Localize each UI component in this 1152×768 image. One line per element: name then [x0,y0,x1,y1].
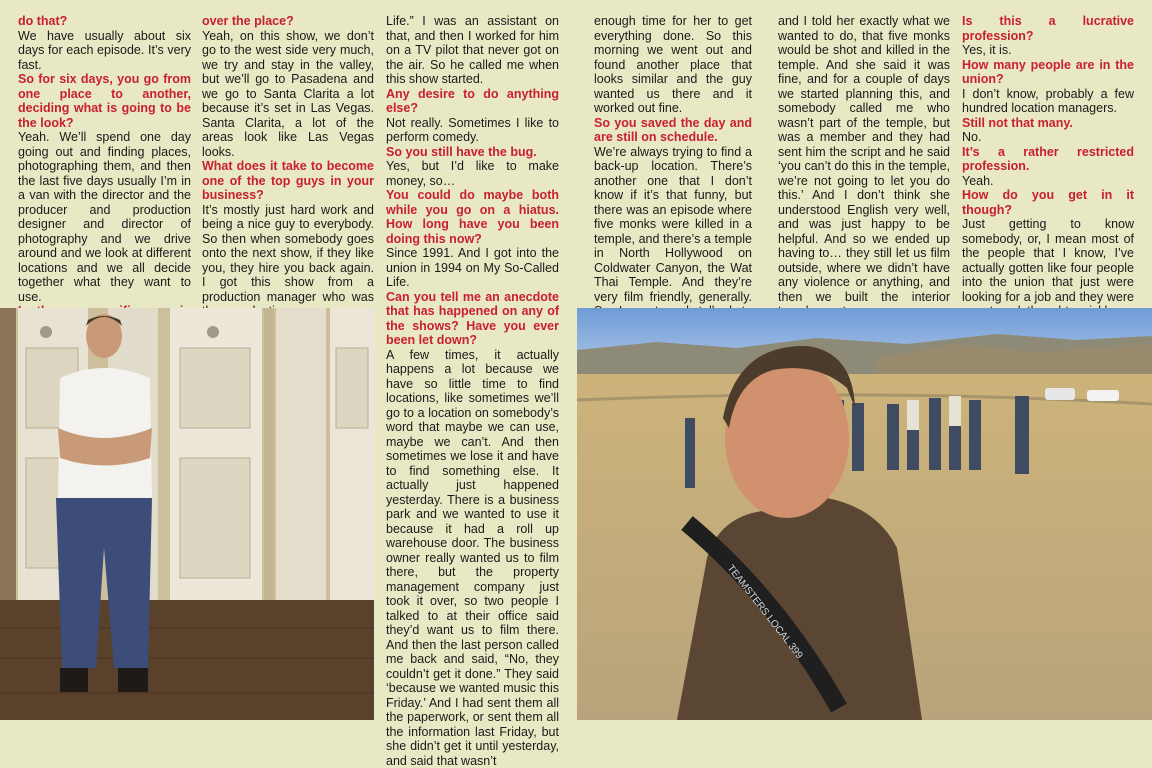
question: So you still have the bug. [386,145,559,160]
answer: Since 1991. And I got into the union in 1994 on My So-Called Life. [386,246,559,290]
answer: No. [962,130,1134,145]
question: do that? [18,14,191,29]
answer: Yeah, on this show, we don’t go to the west side very much, we try and stay in the valley, but we’ll go to Pasadena and we go to Santa Clarita a lot because it’s set in Las Vegas. Santa Clarita, a lot of the areas look like Las Vegas looks. [202,29,374,160]
answer: Just getting to know somebody, or, I mean most of the people that I know, I’ve actually gotten like four people into the union that just were looking for a job and they were [962,217,1134,348]
answer: I don’t know, probably a few hundred location managers. [962,87,1134,116]
question: How do you get in it though? [962,188,1134,217]
answer: Yes, it is. [962,43,1134,58]
answer: and I told her exactly what we wanted to do, that five monks would be shot and killed in the temple. And she said it was fine, and for a couple of days we started planning this, and somebody called me who wasn’t part of the temple, but was a member and they had sent him the script and he said ‘you can’t do this in the temple, we’re not going to let you do this.’ And I don’t think she understood English very well, and was just happy to be helpful. And so we ended up having to… they still let us film outside, where we didn’t have any violence or anything, and then we built the interior [778,14,950,319]
outdoor-scene-illustration [577,308,1152,720]
article-column-4 [594,14,752,306]
question: Any desire to do anything else? [386,87,559,116]
question: So you saved the day and are still on schedule. [594,116,752,145]
question: What does it take to become one of the top guys in your business? [202,159,374,203]
lanyard-text: TEAMSTERS LOCAL 399 [725,563,805,661]
article-column-2 [202,14,374,306]
question: Still not that many. [962,116,1134,131]
article-column-5 [778,14,950,306]
question: over the place? [202,14,374,29]
answer: Yeah. [962,174,1134,189]
answer: enough time for her to get everything done. So this morning we went out and found another place that looks similar and the guy wanted us there and it worked out fine. [594,14,752,116]
article-column-1 [18,14,191,306]
answer: A few times, it actually happens a lot because we have so little time to find locations, like sometimes we’ll go to a location on somebody’s word that maybe we can use, maybe we can’t. And then sometimes we lose it and have to find something else. It actually just happened yesterday. There is a business park and we wanted to use it because it had a roll up warehouse door. The business owner really wanted us to film there, but the property management company just took it over, so two people I talked to at their office said they’d want us to film there. And then the last person called me back and said, “No, they couldn’t get it done.” They said ‘because we wanted music this Friday.’ And I had sent them all the paperwork, or sent them all the information last Friday, but she didn’t get it until yesterday, and said that wasn’t [386,348,559,768]
question: So for six days, you go from one place to another, deciding what is going to be the look? [18,72,191,130]
indoor-scene-illustration [0,308,374,720]
photo-man-indoors [0,308,374,720]
article-column-3 [386,14,559,714]
question: Can you tell me an anecdote that has happened on any of the shows? Have you ever been let down? [386,290,559,348]
article-column-6 [962,14,1134,306]
question: How many people are in the union? [962,58,1134,87]
answer: Yeah. We’ll spend one day going out and finding places, photographing them, and then the last five days usually I’m in a van with the director and the producer and production designer and director of photography and we drive around and we look at different locations and we all decide together what they want to use. [18,130,191,304]
answer: Not really. Sometimes I like to perform comedy. [386,116,559,145]
answer: We’re always trying to find a back-up location. There’s another one that I don’t know if it’s that funny, but there was an episode where five monks were killed in a temple, and there’s a temple in North Hollywood on Coldwater Canyon, the Wat Thai Temple. And they’re very film friendly, generally. [594,145,752,348]
photo-man-location-scout [577,308,1152,720]
answer: We have usually about six days for each episode. It’s very fast. [18,29,191,73]
answer: It’s mostly just hard work and being a nice guy to everybody. So then when somebody goes onto the next show, if they like you, they hire you back again. I got this show from a production manager who was [202,203,374,334]
answer: Life.” I was an assistant on that, and then I worked for him on a TV pilot that never got on the air. So he called me when this show started. [386,14,559,87]
question: Is this a lucrative profession? [962,14,1134,43]
question: You could do maybe both while you go on a hiatus. How long have you been doing this now? [386,188,559,246]
answer: Yes, but I’d like to make money, so… [386,159,559,188]
question: It’s a rather restricted profession. [962,145,1134,174]
